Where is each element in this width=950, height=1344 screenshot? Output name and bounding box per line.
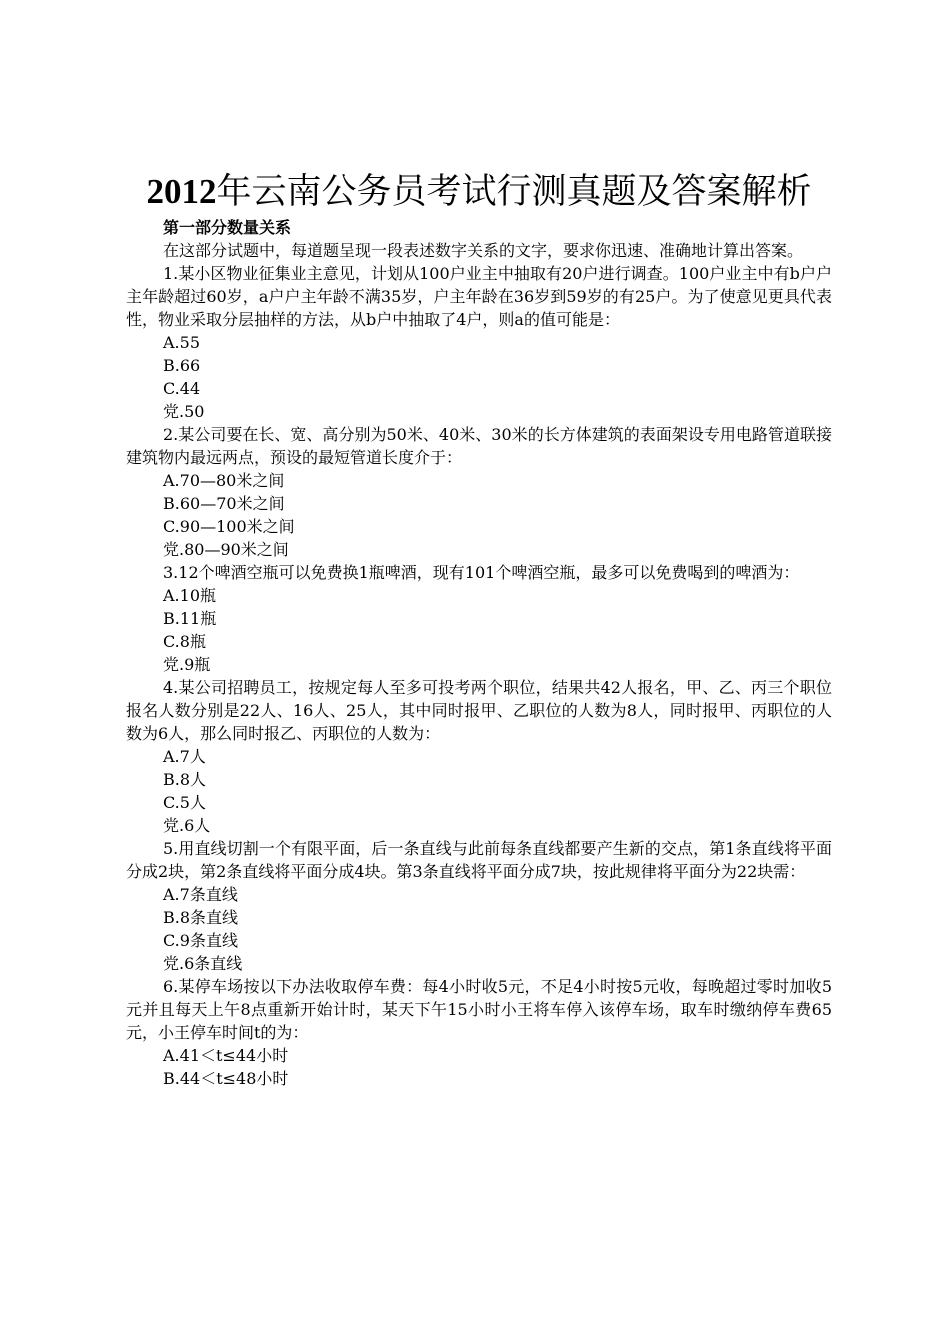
document-page — [126, 170, 832, 1090]
option-b: B.11瓶 — [163, 609, 217, 628]
option-b: B.66 — [163, 356, 201, 375]
option-a: A.10瓶 — [163, 586, 217, 605]
question-4 — [126, 676, 832, 837]
option-a: A.7条直线 — [163, 885, 238, 904]
option-d: 党.80—90米之间 — [163, 540, 289, 559]
option-b: B.60—70米之间 — [163, 494, 285, 513]
document-title — [126, 170, 832, 214]
question-2 — [126, 423, 832, 561]
question-text: 3.12个啤酒空瓶可以免费换1瓶啤酒，现有101个啤酒空瓶，最多可以免费喝到的啤酒为： — [163, 563, 800, 582]
question-text: 4.某公司招聘员工，按规定每人至多可投考两个职位，结果共42人报名，甲、乙、丙三个职位报名人数分别是22人、16人、25人，其中同时报甲、乙职位的人数为8人，同时报甲、丙职位的人数为6人，那么同时报乙、丙职位的人数为： — [126, 678, 832, 743]
option-b: B.44＜t≤48小时 — [163, 1069, 289, 1088]
option-d: 党.6条直线 — [163, 954, 243, 973]
question-text: 5.用直线切割一个有限平面，后一条直线与此前每条直线都要产生新的交点，第1条直线将平面分成2块，第2条直线将平面分成4块。第3条直线将平面分成7块，按此规律将平面分为22块需： — [126, 839, 832, 881]
question-1 — [126, 262, 832, 423]
question-text: 2.某公司要在长、宽、高分别为50米、40米、30米的长方体建筑的表面架设专用电路管道联接建筑物内最远两点，预设的最短管道长度介于： — [126, 425, 832, 467]
question-text: 6.某停车场按以下办法收取停车费：每4小时收5元，不足4小时按5元收，每晚超过零时加收5元并且每天上午8点重新开始计时，某天下午15小时小王将车停入该停车场，取车时缴纳停车费65元，小王停车时间t的为： — [126, 977, 832, 1042]
option-b: B.8人 — [163, 770, 207, 789]
option-a: A.70—80米之间 — [163, 471, 285, 490]
question-3 — [126, 561, 832, 676]
option-c: C.90—100米之间 — [163, 517, 295, 536]
question-text: 1.某小区物业征集业主意见，计划从100户业主中抽取有20户进行调查。100户业主中有b户户主年龄超过60岁，a户户主年龄不满35岁，户主年龄在36岁到59岁的有25户。为了使意见更具代表性，物业采取分层抽样的方法，从b户中抽取了4户，则a的值可能是： — [126, 264, 832, 329]
option-c: C.9条直线 — [163, 931, 238, 950]
option-a: A.55 — [163, 333, 200, 352]
title-year: 2012 — [146, 172, 217, 211]
option-a: A.7人 — [163, 747, 206, 766]
option-c: C.44 — [163, 379, 201, 398]
option-d: 党.6人 — [163, 816, 211, 835]
option-d: 党.9瓶 — [163, 655, 211, 674]
question-5 — [126, 837, 832, 975]
question-6 — [126, 975, 832, 1090]
option-d: 党.50 — [163, 402, 205, 421]
option-c: C.8瓶 — [163, 632, 206, 651]
option-c: C.5人 — [163, 793, 206, 812]
title-text: 年云南公务员考试行测真题及答案解析 — [216, 172, 812, 212]
section-heading: 第一部分数量关系 — [163, 218, 292, 237]
option-a: A.41＜t≤44小时 — [163, 1046, 289, 1065]
section-intro: 在这部分试题中，每道题呈现一段表述数字关系的文字，要求你迅速、准确地计算出答案。 — [163, 241, 804, 260]
option-b: B.8条直线 — [163, 908, 239, 927]
